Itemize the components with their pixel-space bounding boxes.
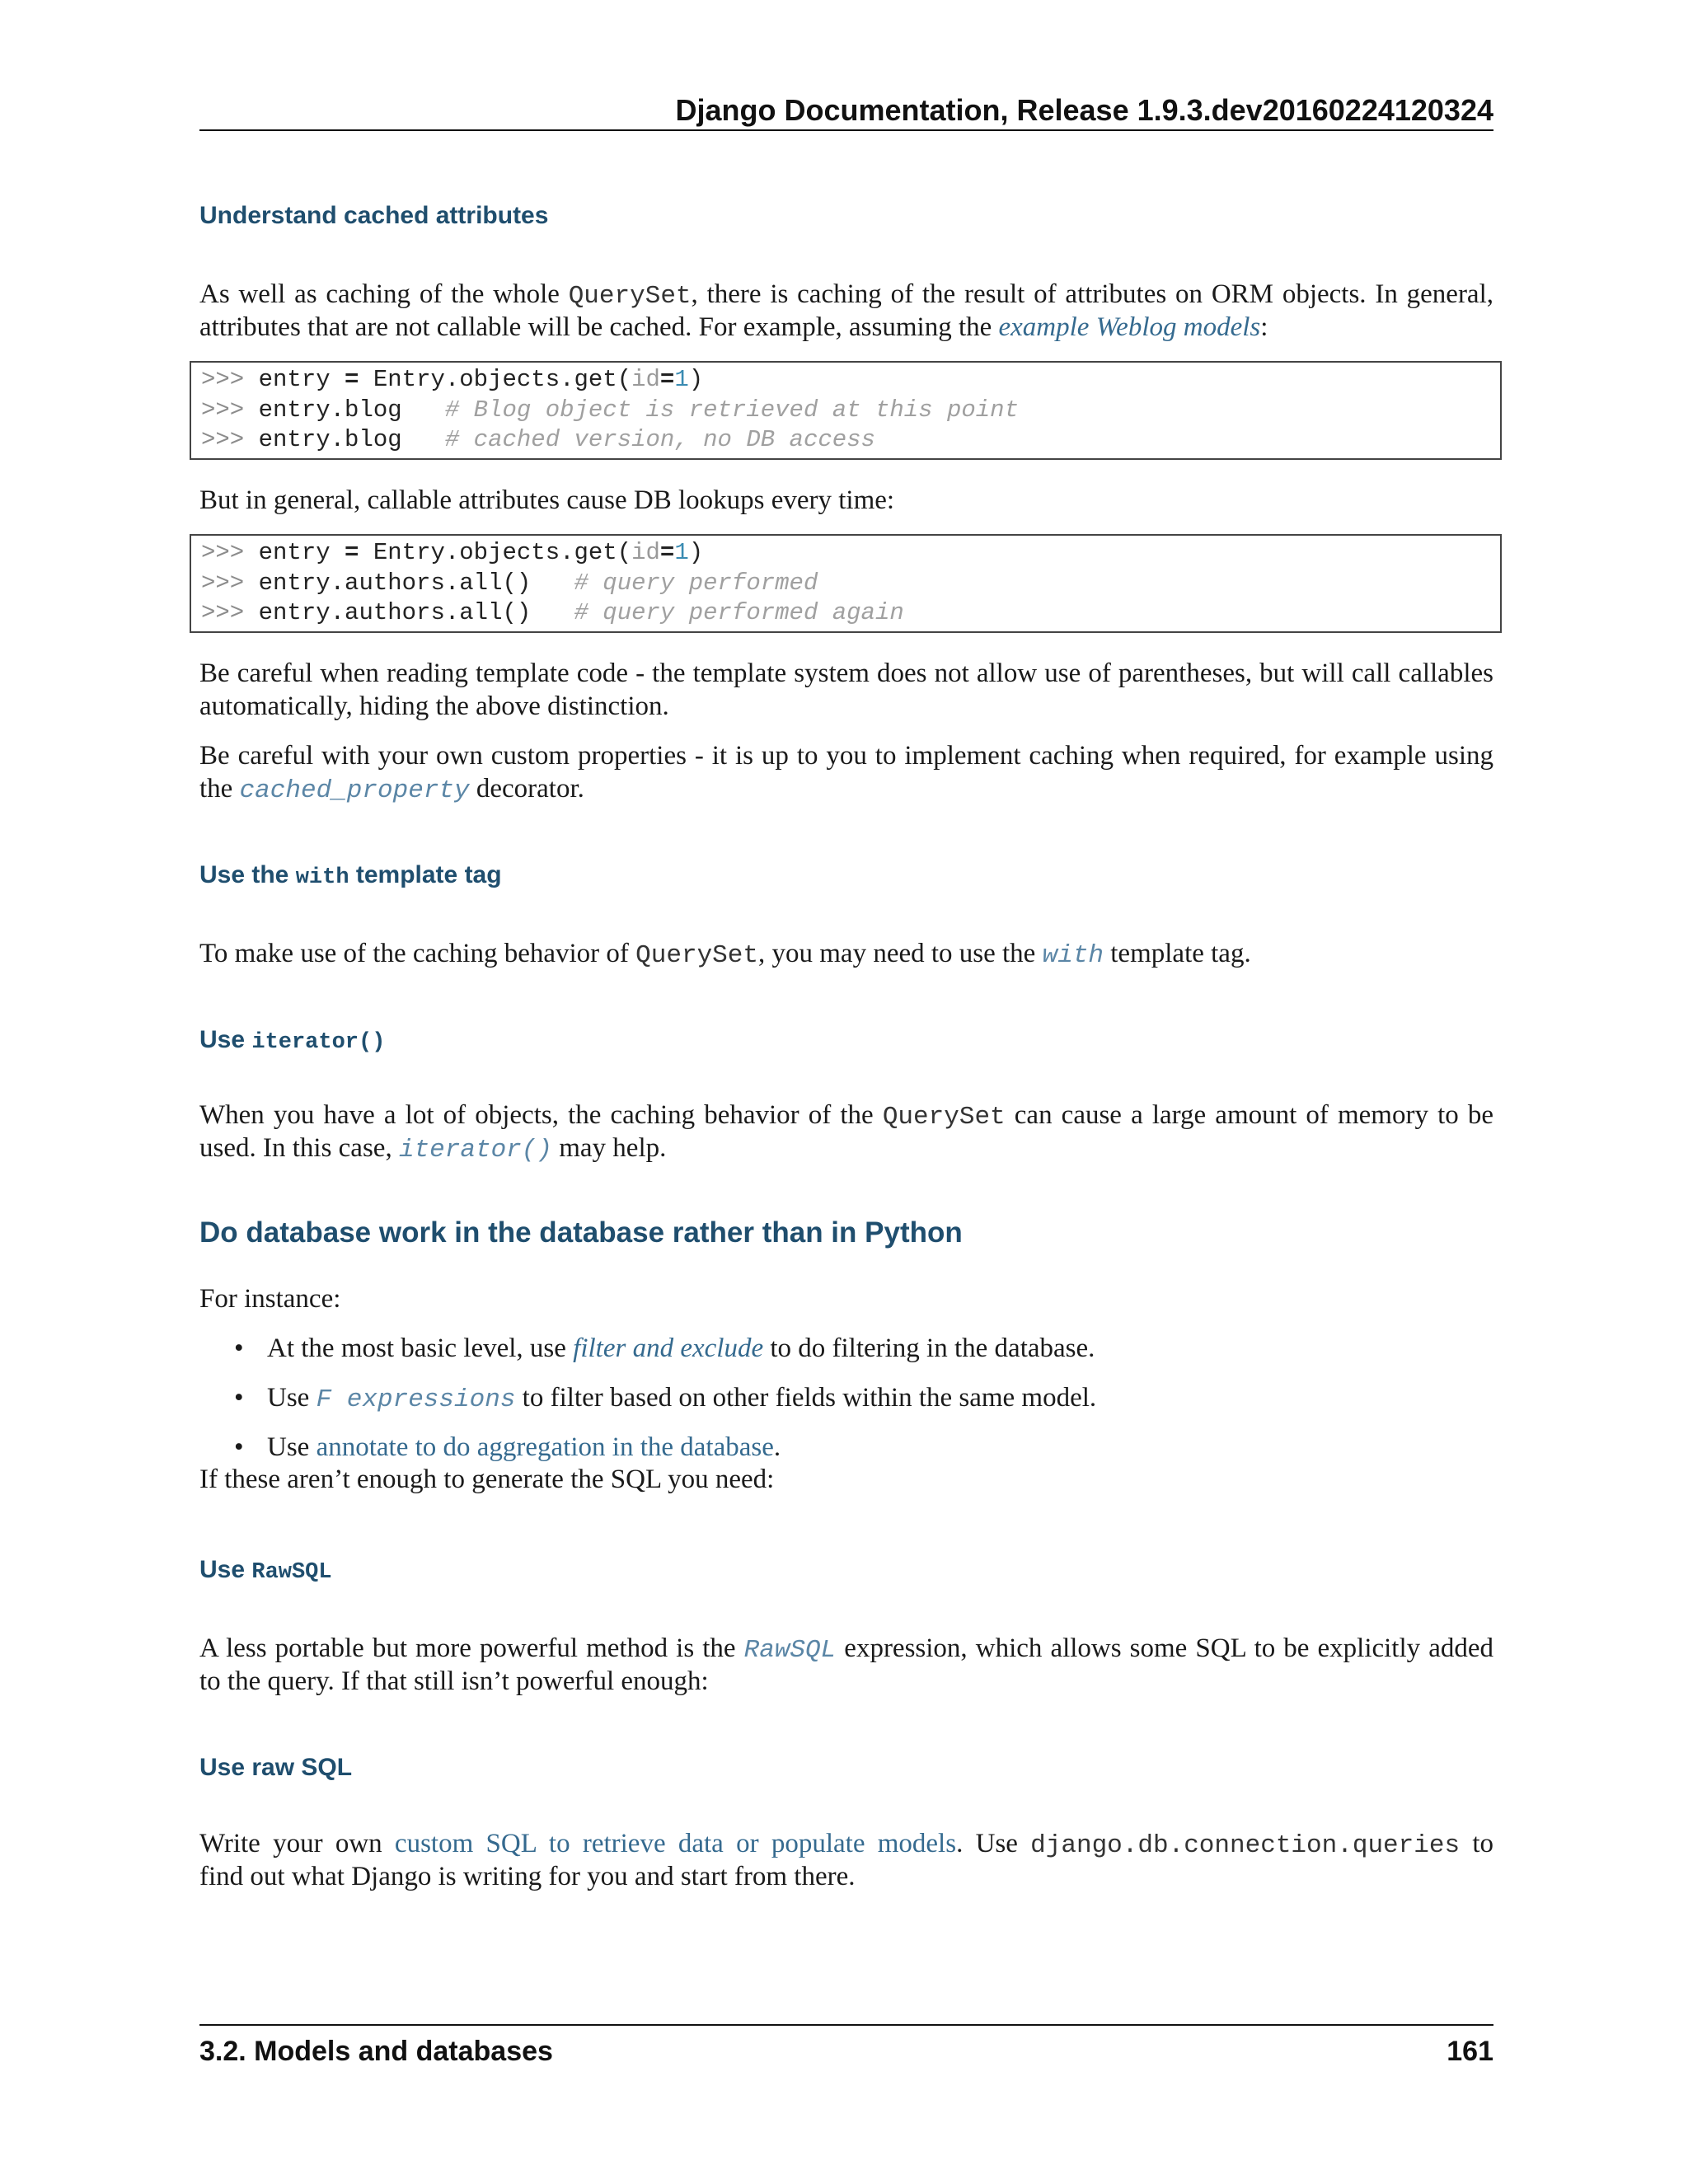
- heading-cached-attributes: Understand cached attributes: [199, 202, 549, 229]
- link-custom-sql[interactable]: custom SQL to retrieve data or populate models: [394, 1829, 957, 1858]
- code-line: >>> entry = Entry.objects.get(id=1): [201, 539, 704, 566]
- heading-use-rawsql: Use RawSQL: [199, 1556, 332, 1585]
- paragraph-for-instance: For instance:: [199, 1284, 341, 1314]
- heading-database-work: Do database work in the database rather than in Python: [199, 1216, 963, 1249]
- heading-use-with-tag: Use the with template tag: [199, 861, 502, 890]
- paragraph-iterator-line1: When you have a lot of objects, the caching behavior of the QuerySet can cause a large amount of memory to be: [199, 1100, 1494, 1132]
- paragraph-rawsql-line1: A less portable but more powerful method is the RawSQL expression, which allows some SQL to be explicitly added: [199, 1633, 1494, 1665]
- paragraph-iterator-line2: used. In this case, iterator() may help.: [199, 1133, 667, 1165]
- code-line: >>> entry = Entry.objects.get(id=1): [201, 366, 704, 393]
- link-rawsql[interactable]: RawSQL: [743, 1636, 837, 1665]
- list-item: • At the most basic level, use filter and exclude to do filtering in the database.: [267, 1332, 1493, 1381]
- running-header: Django Documentation, Release 1.9.3.dev20160224120324: [675, 93, 1493, 127]
- link-f-expressions[interactable]: F expressions: [316, 1385, 516, 1414]
- document-page: [199, 0, 1493, 2184]
- inline-code-connection-queries: django.db.connection.queries: [1030, 1831, 1461, 1860]
- paragraph-callable-attrs: But in general, callable attributes cause DB lookups every time:: [199, 485, 895, 515]
- paragraph-raw-sql-line1: Write your own custom SQL to retrieve data or populate models. Use django.db.connection.queries to: [199, 1829, 1493, 1860]
- code-line: >>> entry.blog # cached version, no DB access: [201, 426, 875, 453]
- paragraph-not-enough: If these aren’t enough to generate the SQL you need:: [199, 1465, 775, 1494]
- header-rule: [199, 129, 1493, 131]
- paragraph-cached-attrs-line1: As well as caching of the whole QuerySet, there is caching of the result of attributes on ORM objects. In general,: [199, 279, 1493, 311]
- paragraph-custom-properties-line1: Be careful with your own custom properties - it is up to you to implement caching when required, for example using: [199, 741, 1493, 771]
- footer-rule: [199, 2024, 1493, 2026]
- page-number: 161: [1447, 2036, 1493, 2067]
- list-item: • Use annotate to do aggregation in the database.: [267, 1431, 1493, 1480]
- inline-code-queryset: QuerySet: [882, 1103, 1006, 1132]
- inline-code-queryset: QuerySet: [635, 941, 758, 970]
- link-example-weblog-models[interactable]: example Weblog models: [998, 312, 1261, 342]
- link-iterator[interactable]: iterator(): [398, 1136, 552, 1165]
- list-item: • Use F expressions to filter based on other fields within the same model.: [267, 1381, 1493, 1431]
- link-annotate-aggregation[interactable]: annotate to do aggregation in the database: [316, 1432, 774, 1462]
- paragraph-raw-sql-line2: find out what Django is writing for you and start from there.: [199, 1862, 856, 1891]
- paragraph-template-code-line2: automatically, hiding the above distinction.: [199, 691, 669, 721]
- code-block-cached-attrs: [190, 361, 1502, 460]
- link-with[interactable]: with: [1042, 941, 1104, 970]
- inline-code-queryset: QuerySet: [568, 282, 692, 311]
- footer-section-title: 3.2. Models and databases: [199, 2036, 553, 2067]
- code-line: >>> entry.authors.all() # query performed: [201, 569, 818, 597]
- paragraph-with-tag: To make use of the caching behavior of QuerySet, you may need to use the with template tag.: [199, 939, 1251, 970]
- link-filter-and-exclude[interactable]: filter and exclude: [573, 1333, 764, 1363]
- code-line: >>> entry.authors.all() # query performed again: [201, 599, 904, 626]
- heading-use-raw-sql: Use raw SQL: [199, 1754, 353, 1781]
- paragraph-cached-attrs-line2: attributes that are not callable will be cached. For example, assuming the example Weblog models:: [199, 312, 1268, 342]
- code-block-callable-attrs: [190, 534, 1502, 633]
- link-cached-property[interactable]: cached_property: [239, 776, 470, 805]
- code-line: >>> entry.blog # Blog object is retrieved at this point: [201, 396, 1019, 424]
- paragraph-template-code-line1: Be careful when reading template code - the template system does not allow use of parentheses, but will call callables: [199, 658, 1493, 688]
- bullet-list-db-techniques: [267, 1332, 1493, 1480]
- heading-use-iterator: Use iterator(): [199, 1026, 386, 1055]
- paragraph-rawsql-line2: to the query. If that still isn’t powerful enough:: [199, 1666, 709, 1696]
- paragraph-custom-properties-line2: the cached_property decorator.: [199, 774, 584, 805]
